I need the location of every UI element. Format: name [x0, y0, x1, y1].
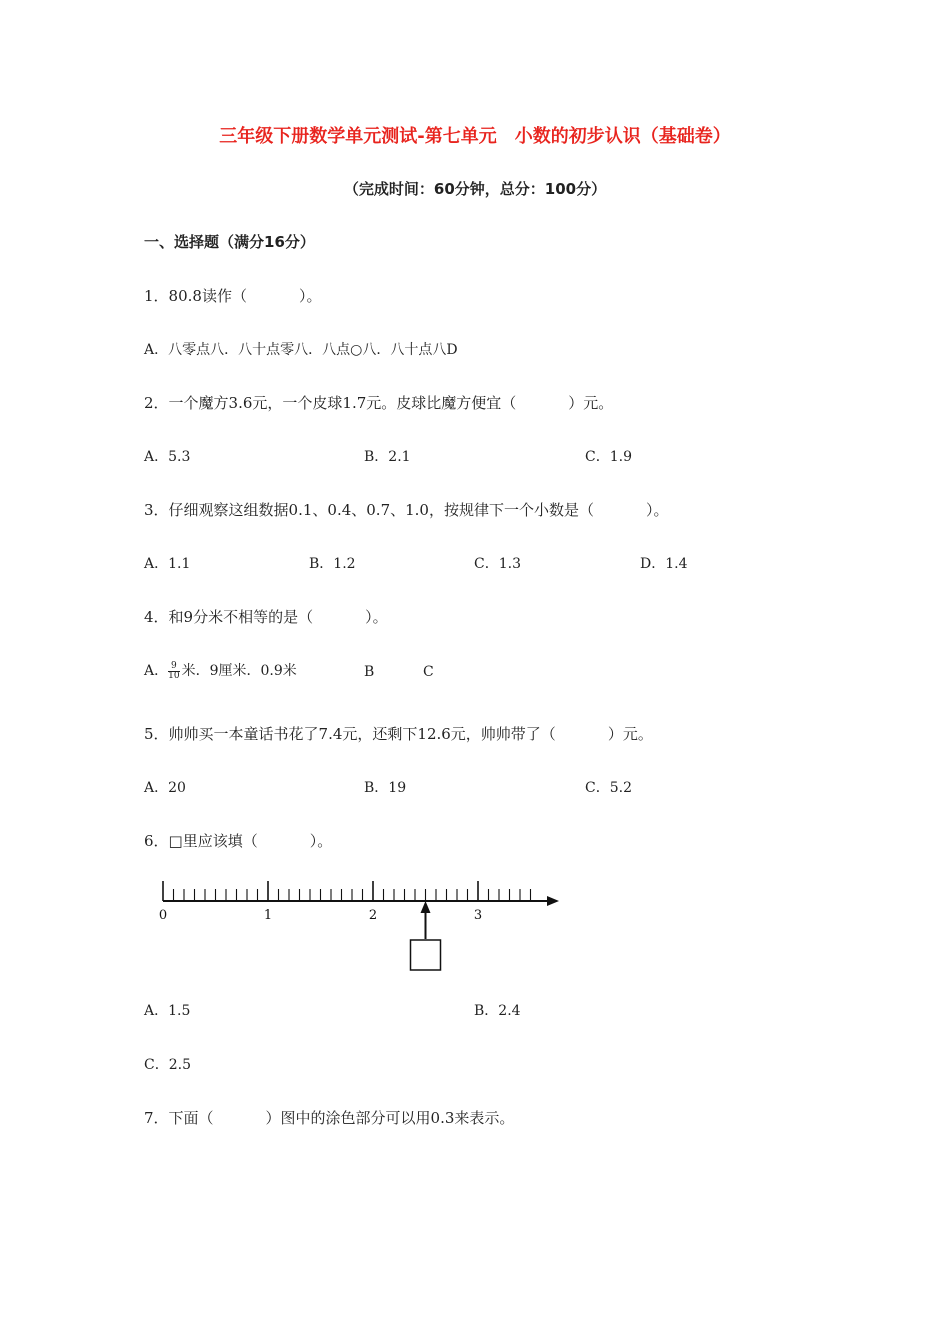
question-2-tail: ）元。	[568, 394, 614, 412]
q6-option-a: A．1.5	[144, 1003, 191, 1019]
question-7-tail: ）图中的涂色部分可以用0.3来表示。	[265, 1109, 515, 1127]
q3-option-d: D．1.4	[640, 556, 688, 572]
section-heading-choice: 一、选择题（满分16分）	[144, 233, 315, 251]
question-5-text: 5．帅帅买一本童话书花了7.4元，还剩下12.6元，帅帅带了（	[144, 725, 556, 743]
question-4-tail: ）。	[365, 608, 388, 626]
q6-option-c: C．2.5	[144, 1057, 191, 1073]
fraction-nine-tenths	[168, 662, 179, 681]
question-6	[144, 830, 332, 851]
question-1	[144, 285, 321, 306]
question-6-tail: ）。	[309, 832, 333, 850]
question-4	[144, 606, 388, 627]
fraction-denominator: 10	[168, 670, 180, 681]
question-7	[144, 1107, 514, 1128]
pointer-arrow-head	[421, 901, 431, 913]
question-3-tail: ）。	[645, 501, 669, 519]
question-7-text: 7．下面（	[144, 1109, 214, 1127]
question-5-tail: ）元。	[607, 725, 653, 743]
q4-label-b: B	[364, 664, 375, 680]
question-2	[144, 392, 613, 413]
number-line-figure	[150, 868, 560, 978]
q2-option-a: A．5.3	[144, 449, 191, 465]
question-1-options: A．八零点八．八十点零八．八点○八．八十点八D	[144, 342, 458, 358]
q4-option-rest: 米．9厘米．0.9米	[181, 663, 297, 679]
question-3	[144, 499, 668, 520]
number-line-label: 3	[473, 908, 483, 923]
q2-option-b: B．2.1	[364, 449, 411, 465]
fraction-numerator: 9	[168, 662, 179, 672]
q5-option-c: C．5.2	[585, 780, 632, 796]
question-5	[144, 723, 653, 744]
q2-option-c: C．1.9	[585, 449, 632, 465]
number-line-label: 1	[263, 908, 273, 923]
q5-option-b: B．19	[364, 780, 407, 796]
q3-option-c: C．1.3	[474, 556, 521, 572]
question-1-tail: ）。	[298, 287, 322, 305]
q4-option-prefix: A．	[144, 663, 169, 679]
number-line-label: 0	[158, 908, 168, 923]
document-subtitle: （完成时间：60分钟，总分：100分）	[343, 180, 607, 198]
answer-box	[411, 940, 441, 970]
question-4-text: 4．和9分米不相等的是（	[144, 608, 314, 626]
question-3-text: 3．仔细观察这组数据0.1、0.4、0.7、1.0，按规律下一个小数是（	[144, 501, 594, 519]
q6-option-b: B．2.4	[474, 1003, 521, 1019]
document-title: 三年级下册数学单元测试-第七单元 小数的初步认识（基础卷）	[219, 126, 731, 147]
number-line-label: 2	[368, 908, 378, 923]
q4-label-c: C	[423, 664, 434, 680]
question-6-text: 6．□里应该填（	[144, 832, 258, 850]
q3-option-b: B．1.2	[309, 556, 356, 572]
number-line-arrowhead	[547, 896, 559, 906]
q5-option-a: A．20	[144, 780, 186, 796]
question-1-text: 1．80.8读作（	[144, 287, 247, 305]
question-4-options	[144, 660, 297, 681]
question-2-text: 2．一个魔方3.6元，一个皮球1.7元。皮球比魔方便宜（	[144, 394, 517, 412]
q3-option-a: A．1.1	[144, 556, 191, 572]
